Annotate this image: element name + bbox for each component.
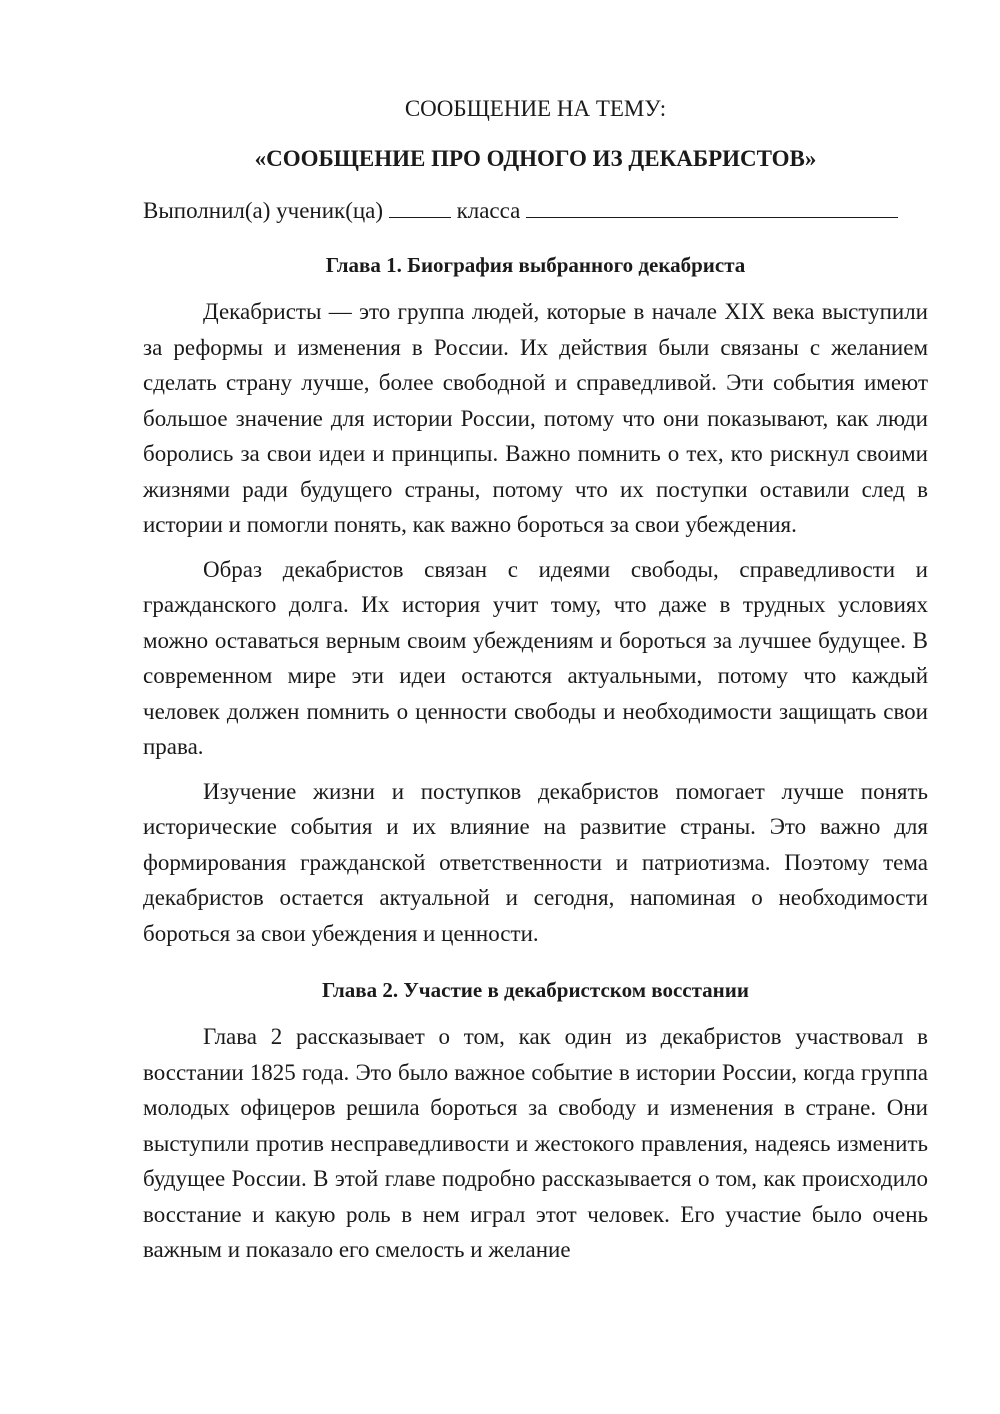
author-line	[143, 194, 928, 228]
chapter-1	[143, 248, 928, 951]
paragraph: Глава 2 рассказывает о том, как один из декабристов участвовал в восстании 1825 года. Это было важное событие в истории России, когда группа молодых офицеров решила бороться за свободу и изменения в стране. Они выступили против несправедливости и жестокого правления, надеясь изменить будущее России. В этой главе подробно рассказывается о том, как происходило восстание и какую роль в нем играл этот человек. Его участие было очень важным и показало его смелость и желание	[143, 1024, 928, 1262]
name-blank-field	[526, 197, 898, 218]
chapter-heading: Глава 1. Биография выбранного декабриста	[325, 253, 746, 277]
document-title: «СООБЩЕНИЕ ПРО ОДНОГО ИЗ ДЕКАБРИСТОВ»	[254, 146, 817, 171]
paragraph: Изучение жизни и поступков декабристов помогает лучше понять исторические события и их влияние на развитие страны. Это важно для формирования гражданской ответственности и патриотизма. Поэтому тема декабристов остается актуальной и сегодня, напоминая о необходимости бороться за свои убеждения и ценности.	[143, 778, 928, 946]
class-label: класса	[456, 198, 521, 223]
paragraph: Образ декабристов связан с идеями свободы, справедливости и гражданского долга. Их история учит тому, что даже в трудных условиях можно оставаться верным своим убеждениям и бороться за лучшее будущее. В современном мире эти идеи остаются актуальными, потому что каждый человек должен помнить о ценности свободы и необходимости защищать свои права.	[143, 556, 928, 759]
document-header: СООБЩЕНИЕ НА ТЕМУ:	[404, 96, 667, 121]
paragraph: Декабристы — это группа людей, которые в начале XIX века выступили за реформы и изменения в России. Их действия были связаны с желанием сделать страну лучше, более свободной и справедливой. Эти события имеют большое значение для истории России, потому что они показывают, как люди боролись за свои идеи и принципы. Важно помнить о тех, кто рискнул своими жизнями ради будущего страны, потому что их поступки оставили след в истории и помогли понять, как важно бороться за свои убеждения.	[143, 299, 928, 537]
document-page	[143, 92, 928, 1277]
grade-blank-field	[389, 197, 451, 218]
chapter-2	[143, 973, 928, 1268]
chapter-heading: Глава 2. Участие в декабристском восстании	[322, 978, 749, 1002]
author-label: Выполнил(а) ученик(ца)	[143, 198, 384, 223]
